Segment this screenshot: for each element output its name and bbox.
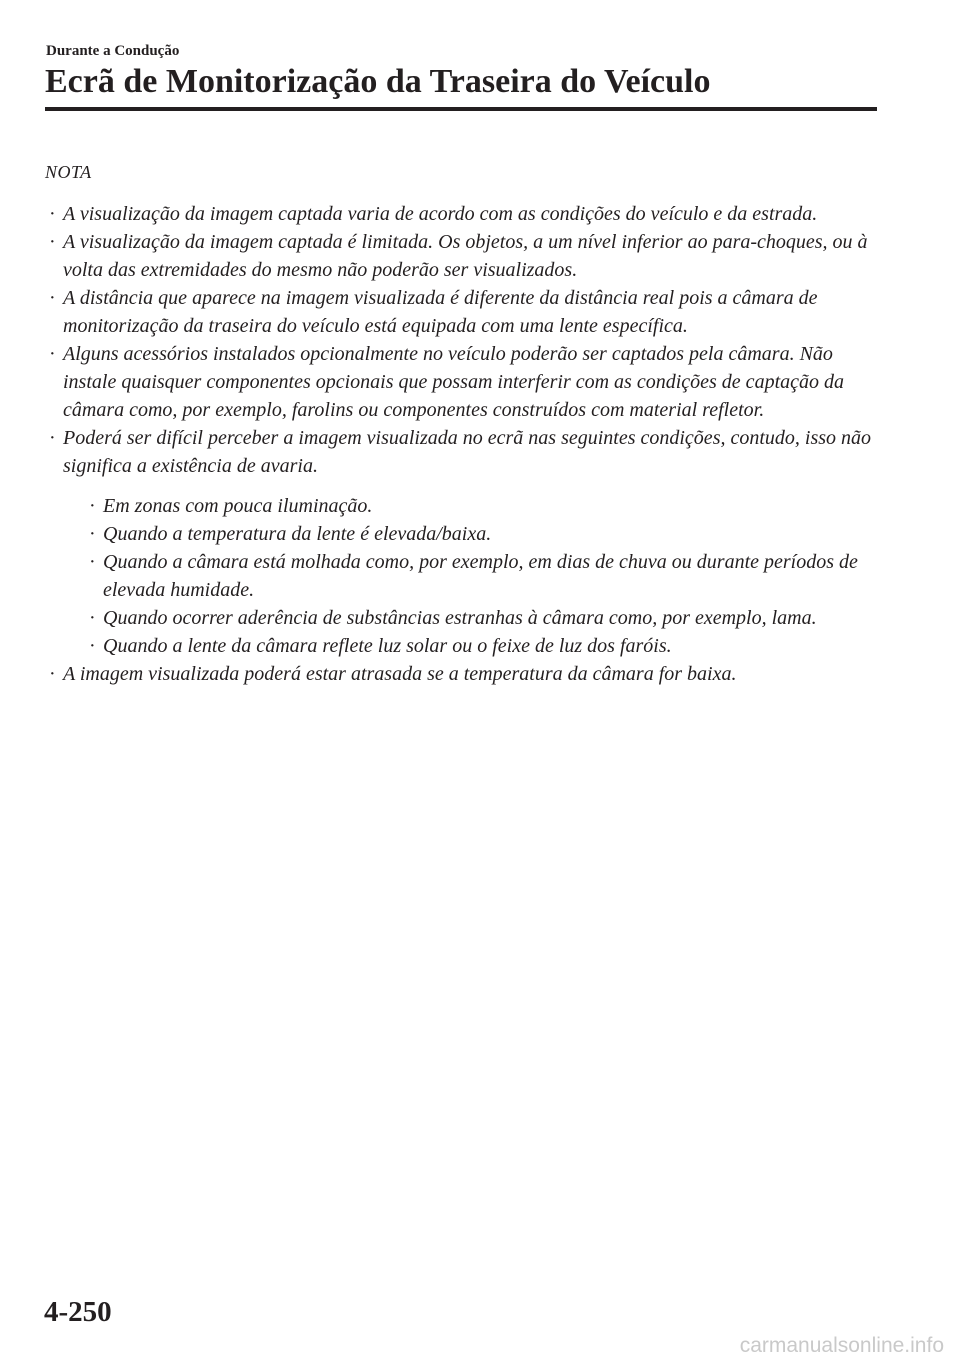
note-item [45,424,875,660]
bullet-icon: · [89,523,96,545]
bullet-icon: · [49,343,56,365]
bullet-icon: · [49,663,56,685]
note-item-text: Poderá ser difícil perceber a imagem visualizada no ecrã nas seguintes condições, contudo, isso não significa a existência de avaria. [63,427,872,477]
note-item-text: A imagem visualizada poderá estar atrasada se a temperatura da câmara for baixa. [63,663,737,685]
bullet-icon: · [49,427,56,449]
note-item-text: Alguns acessórios instalados opcionalmente no veículo poderão ser captados pela câmara. Não instale quaisquer componentes opcionais que possam interferir com as condições de captação da câmara como, por exemplo, farolins ou componentes construídos com material refletor. [63,343,844,421]
note-item [45,284,875,340]
page-title: Ecrã de Monitorização da Traseira do Veículo [45,63,711,100]
note-sub-item-text: Quando a câmara está molhada como, por exemplo, em dias de chuva ou durante períodos de elevada humidade. [103,551,858,601]
note-heading: NOTA [45,162,92,182]
section-label: Durante a Condução [46,43,180,59]
note-sub-item [85,492,875,520]
note-sub-item-text: Quando ocorrer aderência de substâncias estranhas à câmara como, por exemplo, lama. [103,607,817,629]
note-item-text: A distância que aparece na imagem visualizada é diferente da distância real pois a câmara de monitorização da traseira do veículo está equipada com uma lente específica. [63,287,818,337]
bullet-icon: · [49,231,56,253]
note-item [45,228,875,284]
note-sub-item [85,520,875,548]
title-divider [45,107,877,111]
note-box [45,158,875,688]
note-sub-list [63,492,875,660]
watermark: carmanualsonline.info [739,1334,944,1357]
page-number: 4-250 [44,1296,112,1328]
note-item [45,660,875,688]
bullet-icon: · [89,551,96,573]
bullet-icon: · [89,495,96,517]
bullet-icon: · [49,203,56,225]
note-item-text: A visualização da imagem captada varia de acordo com as condições do veículo e da estrada. [63,203,818,225]
note-sub-item [85,548,875,604]
note-item [45,200,875,228]
bullet-icon: · [89,607,96,629]
note-sub-item-text: Quando a lente da câmara reflete luz solar ou o feixe de luz dos faróis. [103,635,672,657]
note-sub-item-text: Quando a temperatura da lente é elevada/baixa. [103,523,492,545]
note-item-text: A visualização da imagem captada é limitada. Os objetos, a um nível inferior ao para-choques, ou à volta das extremidades do mesmo não poderão ser visualizados. [63,231,868,281]
note-list [45,200,875,688]
note-sub-item [85,632,875,660]
bullet-icon: · [89,635,96,657]
note-item [45,340,875,424]
note-sub-item [85,604,875,632]
note-sub-item-text: Em zonas com pouca iluminação. [103,495,373,517]
bullet-icon: · [49,287,56,309]
